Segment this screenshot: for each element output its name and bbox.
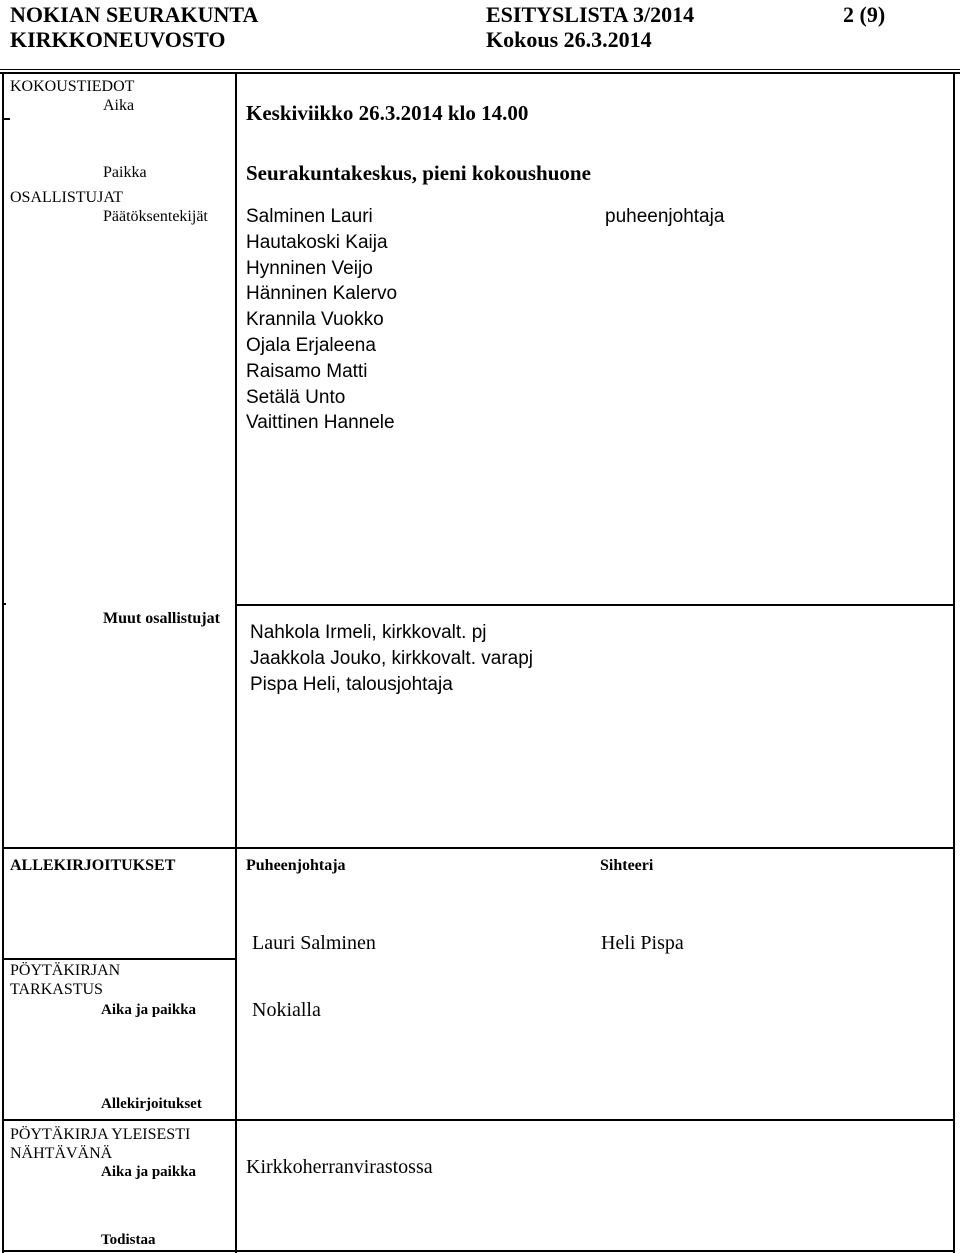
secretary-label: Sihteeri [600, 857, 654, 874]
signatures-divider [2, 847, 955, 849]
list-item: Krannila Vuokko [246, 309, 384, 331]
public-heading-line1: PÖYTÄKIRJA YLEISESTI [10, 1126, 191, 1143]
others-label: Muut osallistujat [103, 610, 220, 627]
meeting-info-heading: KOKOUSTIEDOT [10, 78, 135, 95]
participants-heading: OSALLISTUJAT [10, 189, 123, 206]
header-rule-thin [0, 69, 960, 70]
list-item: Nahkola Irmeli, kirkkovalt. pj [250, 622, 487, 643]
review-time-place-value: Nokialla [252, 999, 321, 1021]
review-signatures-label: Allekirjoitukset [101, 1096, 202, 1112]
list-item: Hänninen Kalervo [246, 283, 398, 305]
list-item: Ojala Erjaleena [246, 334, 376, 356]
header-rule-thick [0, 72, 960, 74]
list-item: Setälä Unto [246, 386, 346, 408]
public-time-place-value: Kirkkoherranvirastossa [246, 1156, 433, 1178]
meeting-date: Kokous 26.3.2014 [486, 27, 652, 52]
bottom-rule [2, 1250, 955, 1252]
list-item: Raisamo Matti [246, 360, 368, 382]
public-divider [2, 1119, 955, 1121]
list-item: Hautakoski Kaija [246, 231, 388, 253]
body-name: KIRKKONEUVOSTO [10, 27, 226, 52]
secretary-name: Heli Pispa [601, 932, 684, 954]
list-item: Pispa Heli, talousjohtaja [250, 673, 453, 695]
review-heading-line1: PÖYTÄKIRJAN [10, 962, 121, 979]
list-item: Salminen Lauri [246, 206, 373, 227]
review-divider [2, 958, 237, 960]
decision-makers-label: Päätöksentekijät [103, 208, 208, 225]
certify-label: Todistaa [101, 1232, 156, 1248]
list-item: Hynninen Veijo [246, 257, 373, 279]
time-value: Keskiviikko 26.3.2014 klo 14.00 [246, 101, 529, 125]
public-heading-line2: NÄHTÄVÄNÄ [10, 1145, 113, 1162]
aika-tick-left [2, 118, 10, 120]
org-name: NOKIAN SEURAKUNTA [10, 2, 259, 27]
chair-role: puheenjohtaja [605, 206, 725, 227]
others-tick-left [2, 603, 6, 605]
time-label: Aika [103, 97, 135, 114]
chair-name: Lauri Salminen [252, 932, 376, 954]
column-divider [235, 72, 237, 1253]
frame-right-border [953, 72, 955, 1253]
public-time-place-label: Aika ja paikka [101, 1164, 197, 1180]
chair-label: Puheenjohtaja [246, 857, 346, 874]
list-item: Jaakkola Jouko, kirkkovalt. varapj [250, 647, 534, 669]
others-divider [235, 604, 955, 606]
place-value: Seurakuntakeskus, pieni kokoushuone [246, 161, 591, 185]
place-label: Paikka [103, 164, 147, 181]
decision-makers-list [246, 204, 397, 436]
signatures-heading: ALLEKIRJOITUKSET [10, 857, 176, 874]
page-number: 2 (9) [843, 2, 886, 27]
agenda-number: ESITYSLISTA 3/2014 [486, 2, 695, 27]
frame-left-border [2, 72, 4, 1253]
list-item: Vaittinen Hannele [246, 412, 395, 434]
review-time-place-label: Aika ja paikka [101, 1002, 197, 1018]
review-heading-line2: TARKASTUS [10, 981, 103, 998]
others-list [250, 620, 533, 697]
